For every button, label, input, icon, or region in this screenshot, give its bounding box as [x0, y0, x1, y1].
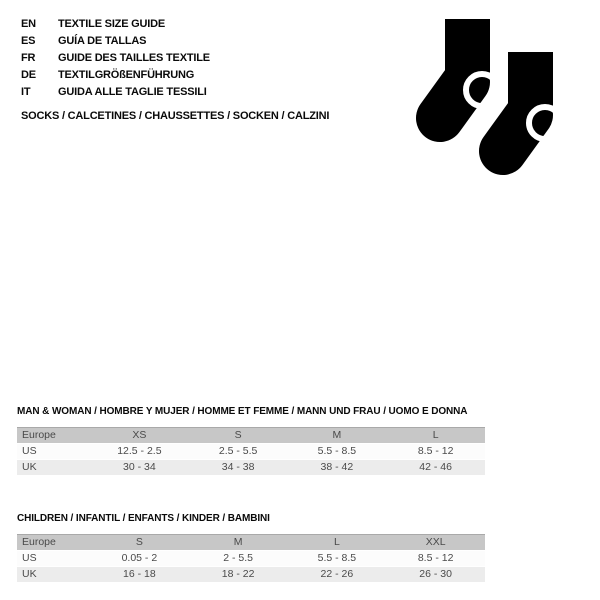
language-label: TEXTILE SIZE GUIDE	[58, 17, 166, 30]
region-cell: UK	[17, 460, 90, 475]
table-row-us	[17, 444, 485, 459]
size-table-children	[17, 533, 485, 583]
table-header-row	[17, 534, 485, 550]
column-header-size: M	[288, 427, 387, 443]
size-cell: 16 - 18	[90, 567, 189, 582]
size-table-adult-block	[17, 405, 485, 476]
category-heading: SOCKS / CALCETINES / CHAUSSETTES / SOCKEN / CALZINI	[21, 110, 330, 122]
language-label: GUIDA ALLE TAGLIE TESSILI	[58, 85, 207, 98]
size-cell: 8.5 - 12	[386, 551, 485, 566]
table-row-uk	[17, 567, 485, 582]
size-cell: 42 - 46	[386, 460, 485, 475]
language-row-fr	[21, 49, 210, 66]
size-table-children-block	[17, 512, 485, 583]
column-header-region: Europe	[17, 427, 90, 443]
language-code: IT	[21, 85, 31, 98]
size-cell: 5.5 - 8.5	[288, 444, 387, 459]
socks-icon	[400, 10, 565, 180]
column-header-size: S	[189, 427, 288, 443]
language-row-en	[21, 15, 210, 32]
size-cell: 30 - 34	[90, 460, 189, 475]
size-cell: 26 - 30	[386, 567, 485, 582]
size-cell: 38 - 42	[288, 460, 387, 475]
language-row-de	[21, 66, 210, 83]
size-cell: 2.5 - 5.5	[189, 444, 288, 459]
size-table-adult	[17, 426, 485, 476]
sock-back-shape	[440, 19, 498, 118]
table-row-us	[17, 551, 485, 566]
column-header-size: L	[288, 534, 387, 550]
region-cell: UK	[17, 567, 90, 582]
table-title-children: CHILDREN / INFANTIL / ENFANTS / KINDER / BAMBINI	[17, 513, 270, 524]
size-cell: 0.05 - 2	[90, 551, 189, 566]
language-list	[21, 15, 210, 100]
column-header-size: M	[189, 534, 288, 550]
language-code: ES	[21, 34, 36, 47]
language-row-es	[21, 32, 210, 49]
table-row-uk	[17, 460, 485, 475]
table-header-row	[17, 427, 485, 443]
language-code: DE	[21, 68, 36, 81]
size-cell: 18 - 22	[189, 567, 288, 582]
table-title-adult: MAN & WOMAN / HOMBRE Y MUJER / HOMME ET FEMME / MANN UND FRAU / UOMO E DONNA	[17, 406, 468, 417]
region-cell: US	[17, 551, 90, 566]
column-header-size: L	[386, 427, 485, 443]
region-cell: US	[17, 444, 90, 459]
size-cell: 12.5 - 2.5	[90, 444, 189, 459]
language-code: FR	[21, 51, 36, 64]
size-cell: 8.5 - 12	[386, 444, 485, 459]
column-header-size: S	[90, 534, 189, 550]
language-label: TEXTILGRÖßENFÜHRUNG	[58, 68, 195, 81]
size-cell: 22 - 26	[288, 567, 387, 582]
sock-front-shape	[503, 52, 561, 151]
language-label: GUÍA DE TALLAS	[58, 34, 147, 47]
column-header-size: XS	[90, 427, 189, 443]
size-cell: 34 - 38	[189, 460, 288, 475]
column-header-size: XXL	[386, 534, 485, 550]
language-row-it	[21, 83, 210, 100]
column-header-region: Europe	[17, 534, 90, 550]
language-code: EN	[21, 17, 36, 30]
size-cell: 2 - 5.5	[189, 551, 288, 566]
language-label: GUIDE DES TAILLES TEXTILE	[58, 51, 210, 64]
size-cell: 5.5 - 8.5	[288, 551, 387, 566]
